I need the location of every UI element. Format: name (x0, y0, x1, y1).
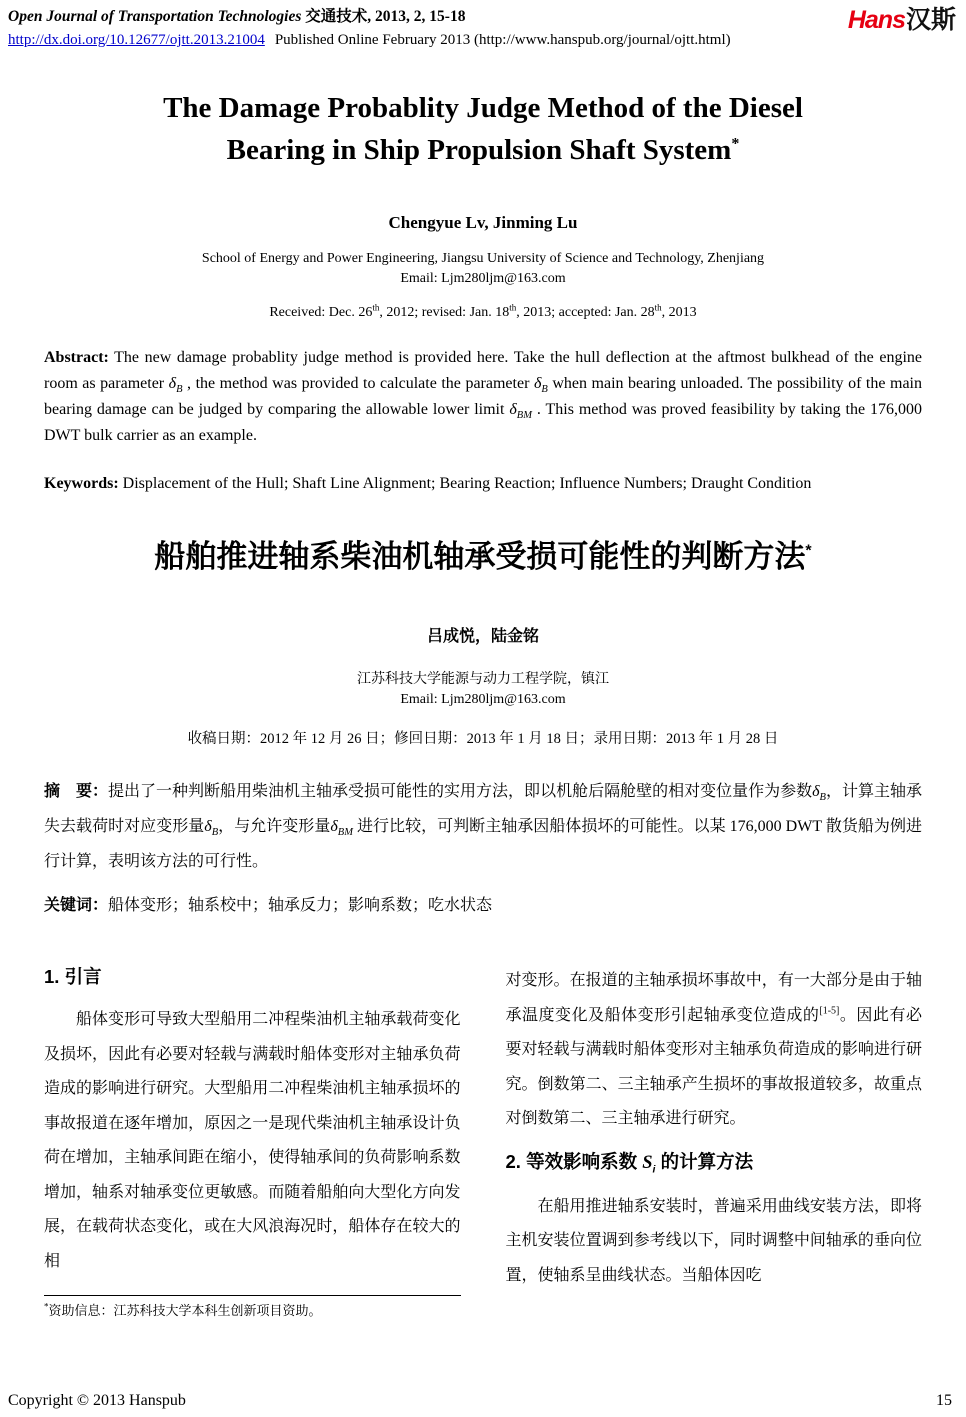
hans-logo-wordmark: Hans (847, 6, 905, 34)
left-column (44, 964, 461, 1320)
published-online-text: Published Online February 2013 (http://www.hanspub.org/journal/ojtt.html) (274, 32, 731, 48)
title-cn-footnote-mark: * (805, 542, 812, 560)
delta-glyph: δ (509, 401, 517, 418)
abstract-label-en: Abstract: (44, 349, 109, 366)
ordinal-superscript: th (372, 302, 380, 313)
body-text: 。因此有必要对轻载与满载时船体变形对主轴承负荷造成的影响进行研究。倒数第二、三主轴承产生损坏的事故报道较多，故重点对倒数第二、三主轴承进行研究。 (505, 1006, 922, 1127)
received-text: , 2013; accepted: Jan. 28 (516, 305, 655, 320)
delta-b-symbol (168, 375, 183, 396)
keywords-cn (44, 894, 922, 918)
copyright-text: Copyright © 2013 Hanspub (8, 1392, 186, 1409)
section-1-paragraph: 船体变形可导致大型船用二冲程柴油机主轴承载荷变化及损坏，因此有必要对轻载与满载时船体变形对主轴承负荷造成的影响进行研究。大型船用二冲程柴油机主轴承损坏的事故报道在逐年增加，原因之一是现代柴油机主轴承设计负荷在增加，主轴承间距在缩小，使得轴承间的负荷影响系数增加，轴系对轴承变位更敏感。而随着船舶向大型化方向发展，在载荷状态变化，或在大风浪海况时，船体存在较大的相 (44, 1011, 461, 1270)
citation-reference: [1-5] (819, 1005, 840, 1017)
keywords-text-en: Displacement of the Hull; Shaft Line Alignment; Bearing Reaction; Influence Numbers; Draught Condition (118, 475, 812, 492)
subscript-b: B (819, 792, 826, 804)
subscript-b: B (541, 384, 548, 396)
keywords-en (44, 471, 922, 497)
ordinal-superscript: th (654, 302, 662, 313)
subscript-bm: BM (337, 827, 353, 839)
delta-glyph: δ (330, 818, 338, 835)
delta-b-symbol (812, 783, 826, 804)
delta-glyph: δ (812, 783, 820, 800)
section-2-heading-pre: 2. 等效影响系数 (505, 1150, 643, 1172)
abstract-text: . This method was proved feasibility by taking the 176,000 DWT bulk carrier as an example. (44, 401, 923, 444)
ordinal-superscript: th (509, 302, 517, 313)
hans-logo-hanzi: 汉斯 (905, 6, 956, 34)
title-line-2: Bearing in Ship Propulsion Shaft System (226, 134, 732, 166)
subscript-b: B (176, 384, 183, 396)
delta-glyph: δ (204, 818, 212, 835)
footnote-text (44, 1296, 461, 1320)
footnote-body: 资助信息：江苏科技大学本科生创新项目资助。 (48, 1303, 322, 1318)
delta-glyph: δ (533, 375, 542, 392)
section-1-paragraph-continued (506, 964, 923, 1137)
funding-footnote (44, 1289, 461, 1320)
abstract-label-cn: 摘 要： (44, 783, 109, 800)
abstract-en (44, 345, 922, 449)
abstract-text: The new damage probablity judge method is provided here. Take the hull deflection at the aftmost bulkhead of the engine room as parameter (44, 349, 922, 392)
title-cn-text: 船舶推进轴系柴油机轴承受损可能性的判断方法 (154, 539, 806, 574)
section-2-heading-post: 的计算方法 (655, 1150, 754, 1172)
delta-b-symbol (204, 818, 219, 839)
abstract-cn-text: ，计算主轴承失去载荷时对应变形量 (44, 783, 922, 835)
section-2-paragraph: 在船用推进轴系安装时，普遍采用曲线安装方法，即将主机安装位置调到参考线以下，同时调整中间轴承的垂向位置，使轴系呈曲线状态。当船体因吃 (505, 1197, 922, 1284)
affiliation-block-en (44, 249, 922, 288)
delta-b-symbol (533, 375, 548, 396)
s-glyph: S (642, 1152, 653, 1173)
doi-line (8, 29, 731, 51)
delta-bm-symbol (330, 818, 353, 839)
authors-cn: 吕成悦，陆金铭 (426, 628, 539, 645)
keywords-text-cn: 船体变形；轴系校中；轴承反力；影响系数；吃水状态 (108, 897, 493, 914)
subscript-i: i (652, 1163, 656, 1176)
section-1-heading: 1. 引言 (44, 966, 102, 987)
body-text: 对变形。在报道的主轴承损坏事故中，有一大部分是由于轴承温度变化及船体变形引起轴承变位造成的 (505, 972, 922, 1024)
page-footer (8, 1392, 952, 1410)
delta-bm-symbol (509, 401, 532, 422)
email-en: Email: Ljm280ljm@163.com (400, 270, 566, 286)
keywords-label-en: Keywords: (44, 475, 119, 492)
affiliation-en: School of Energy and Power Engineering, Jiangsu University of Science and Technology, Zhenjiang (201, 251, 765, 266)
subscript-b: B (211, 827, 219, 839)
abstract-cn-text: 进行比较，可判断主轴承因船体损坏的可能性。以某 176,000 DWT 散货船为例进行计算，表明该方法的可行性。 (44, 818, 922, 870)
article-title-en (44, 87, 922, 171)
keywords-label-cn: 关键词： (44, 897, 109, 914)
received-text: , 2013 (661, 305, 697, 320)
right-column (506, 964, 923, 1320)
received-text: , 2012; revised: Jan. 18 (379, 305, 510, 320)
journal-header (0, 0, 966, 51)
s-i-symbol (642, 1151, 656, 1176)
affiliation-block-cn (44, 670, 922, 709)
journal-citation-line (8, 6, 731, 28)
abstract-cn (44, 774, 922, 879)
authors-en: Chengyue Lv, Jinming Lu (388, 213, 578, 232)
journal-issue: 交通技术, 2013, 2, 15-18 (305, 8, 466, 25)
dates-cn: 收稿日期：2012 年 12 月 26 日；修回日期：2013 年 1 月 18 日；录用日期：2013 年 1 月 28 日 (187, 731, 779, 747)
email-cn: Email: Ljm280ljm@163.com (400, 691, 566, 707)
abstract-cn-text: 提出了一种判断船用柴油机主轴承受损可能性的实用方法，即以机舱后隔舱壁的相对变位量作为参数 (108, 783, 813, 800)
subscript-bm: BM (516, 410, 532, 422)
journal-name: Open Journal of Transportation Technologies (8, 8, 302, 25)
section-2-heading (506, 1149, 923, 1176)
two-column-body (44, 964, 922, 1320)
received-text: Received: Dec. 26 (269, 305, 373, 320)
doi-link[interactable]: http://dx.doi.org/10.12677/ojtt.2013.21004 (8, 32, 265, 48)
abstract-text: , the method was provided to calculate the parameter (182, 375, 534, 392)
title-footnote-mark: * (731, 135, 740, 153)
page-content (0, 87, 966, 1320)
page-number: 15 (936, 1392, 952, 1409)
abstract-cn-text: ，与允许变形量 (218, 818, 331, 835)
article-title-cn (44, 537, 922, 577)
journal-info (8, 6, 731, 51)
affiliation-cn: 江苏科技大学能源与动力工程学院，镇江 (357, 672, 609, 687)
delta-glyph: δ (168, 375, 177, 392)
hans-publisher-logo (848, 7, 956, 33)
footnote-mark: * (44, 1301, 49, 1312)
title-line-1: The Damage Probablity Judge Method of the Diesel (163, 92, 803, 124)
abstract-text: when main bearing unloaded. The possibility of the main bearing damage can be judged by comparing the allowable lower limit (44, 375, 922, 418)
received-dates-line (44, 302, 922, 321)
